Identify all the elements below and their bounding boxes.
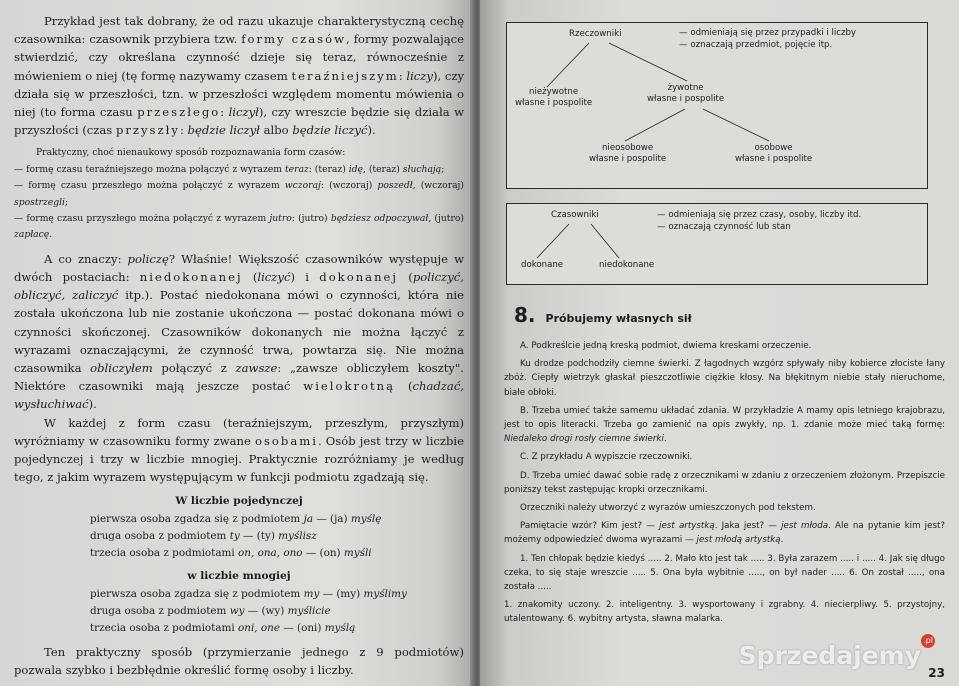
practical-method-intro: Praktyczny, choć nienaukowy sposób rozpoznawania form czasów:	[36, 147, 346, 159]
person-row: pierwsza osoba zgadza się z podmiotem ja — (ja) myślę	[90, 512, 382, 525]
method-future: — formę czasu przyszłego można połączyć z wyrazem jutro: (jutro) będziesz odpoczywał, (jutro) zapłacę.	[14, 213, 464, 241]
exercise-a: A. Podkreślcie jedną kreską podmiot, dwiema kreskami orzeczenie.	[520, 341, 812, 351]
exercise-d: D. Trzeba umieć dawać sobie radę z orzecznikami w zdaniu z orzeczeniem złożonym. Przepiszcie poniższy tekst zastępując kropki orzecznikami.	[504, 470, 945, 495]
paragraph-persons: W każdej z form czasu (teraźniejszym, przeszłym, przyszłym) wyróżniamy w czasowniku formy zwane osobami. Osób jest trzy w liczbie pojedynczej i trzy w liczbie mnogiej. Praktycznie rozróżniamy je według tego, z jakim wyrazem występującym w funkcji podmiotu zgadzają się.	[14, 415, 464, 485]
node-nonpersonal: nieosobowe własne i pospolite	[589, 143, 667, 164]
person-row: trzecia osoba z podmiotami oni, one — (oni) myślą	[90, 621, 356, 634]
exercise-c: C. Z przykładu A wypiszcie rzeczowniki.	[520, 452, 693, 463]
person-row: druga osoba z podmiotem ty — (ty) myślisz	[90, 529, 317, 542]
watermark-badge: .pl	[921, 634, 935, 648]
right-page	[480, 0, 959, 686]
paragraph-tense-forms: Przykład jest tak dobrany, że od razu ukazuje charakterystyczną cechę czasownika: czasownik przybiera tzw. formy czasów, formy pozwalające stwierdzić, czy określana czynność dzieje się teraz, równocześnie z mówieniem o niej (tę formę nazywamy czasem teraźniejszym: liczy), czy działa się w przeszłości, tzn. w przeszłości względem momentu mówienia o niej (to forma czasu przeszłego: liczył), czy wreszcie będzie się działa w przyszłości (czas przyszły: będzie liczył albo będzie liczyć).	[14, 14, 465, 138]
page-number: 23	[928, 666, 945, 680]
method-present: — formę czasu teraźniejszego można połączyć z wyrazem teraz: (teraz) idę, (teraz) słuchają;	[14, 163, 445, 175]
watermark: Sprzedajemy	[738, 641, 921, 670]
person-row: pierwsza osoba zgadza się z podmiotem my — (my) myślimy	[90, 587, 407, 600]
node-perfective: dokonane	[521, 260, 564, 270]
nouns-diagram	[506, 22, 928, 189]
exercise-a-text: Ku drodze podchodziły ciemne świerki. Z łagodnych wzgórz spływały niby kobierce złociste łany zbóż. Ciepły wietrzyk głaskał pieszczotliwie ciężkie kłosy. Na błękitnym niebie stały nieruchome, białe obłoki.	[504, 359, 945, 398]
node-imperfective: niedokonane	[599, 260, 655, 270]
method-past: — formę czasu przeszłego można połączyć z wyrazem wczoraj: (wczoraj) poszedł, (wczoraj) spostrzegli;	[14, 180, 464, 208]
nouns-note-1: — odmieniają się przez przypadki i liczby	[679, 28, 857, 38]
section-heading	[514, 303, 945, 327]
verbs-note-2: — oznaczają czynność lub stan	[657, 222, 791, 232]
section-number: 8.	[514, 303, 536, 327]
person-row: trzecia osoba z podmiotami on, ona, ono — (on) myśli	[90, 546, 372, 559]
node-inanimate: nieżywotne własne i pospolite	[515, 87, 593, 108]
verbs-note-1: — odmieniają się przez czasy, osoby, liczby itd.	[657, 210, 862, 220]
paragraph-aspect: A co znaczy: policzę? Właśnie! Większość czasowników występuje w dwóch postaciach: niedokonanej (liczyć) i dokonanej (policzyć, obliczyć, zaliczyć itp.). Postać niedokonana mówi o czynności, która nie została ukończona lub nie zostanie ukończona — postać dokonana mówi o czynności skończonej. Czasowników dokonanych nie można łączyć z wyrazami oznaczającymi, że czynność trwa, powtarza się. Nie można czasownika obliczyłem połączyć z zawsze: „zawsze obliczyłem koszty". Niektóre czasowniki mają jeszcze postać wielokrotną (chadzać, wysłuchiwać).	[14, 251, 464, 412]
node-animate: żywotne własne i pospolite	[647, 83, 725, 104]
section-title: Próbujemy własnych sił	[545, 312, 692, 325]
exercise-b: B. Trzeba umieć także samemu układać zdania. W przykładzie A mamy opis letniego krajobrazu, jest to opis literacki. Trzeba go zamienić na opis zwykły, np. 1. zdanie może mieć taką formę: Niedaleko drogi rosły ciemne świerki.	[504, 405, 945, 445]
exercise-d-note: Orzeczniki należy utworzyć z wyrazów umieszczonych pod tekstem.	[520, 503, 816, 514]
plural-heading: w liczbie mnogiej	[187, 569, 291, 582]
node-personal: osobowe własne i pospolite	[735, 143, 813, 164]
singular-heading: W liczbie pojedynczej	[175, 494, 303, 507]
nouns-note-2: — oznaczają przedmiot, pojęcie itp.	[679, 40, 833, 50]
left-page	[0, 0, 474, 686]
exercise-d-pattern: Pamiętacie wzór? Kim jest? — jest artystką. Jaka jest? — jest młoda. Ale na pytanie kim jest? możemy odpowiedzieć dwoma wyrazami — jest młodą artystką.	[504, 521, 945, 546]
exercise-d-words: 1. znakomity uczony. 2. inteligentny. 3. wysportowany i zgrabny. 4. niecierpliwy. 5. przystojny, utalentowany. 6. wybitny artysta, sławna malarka.	[504, 600, 945, 625]
node-nouns: Rzeczowniki	[569, 29, 622, 39]
paragraph-conclusion: Ten praktyczny sposób (przymierzanie jednego z 9 podmiotów) pozwala szybko i bezbłędnie określić formę osoby i liczby.	[14, 644, 464, 677]
verbs-diagram	[506, 203, 928, 285]
node-verbs: Czasowniki	[551, 210, 599, 220]
exercise-d-sentences: 1. Ten chłopak będzie kiedyś ..... 2. Mało kto jest tak ..... 3. Była zarazem ..... i ..... 4. Jak się długo czeka, to się staje wreszcie ..... 5. Ona była wybitnie ....., on był nader ..... 6. On został ....., ona została .....	[504, 553, 945, 593]
person-row: druga osoba z podmiotem wy — (wy) myślicie	[90, 604, 331, 617]
